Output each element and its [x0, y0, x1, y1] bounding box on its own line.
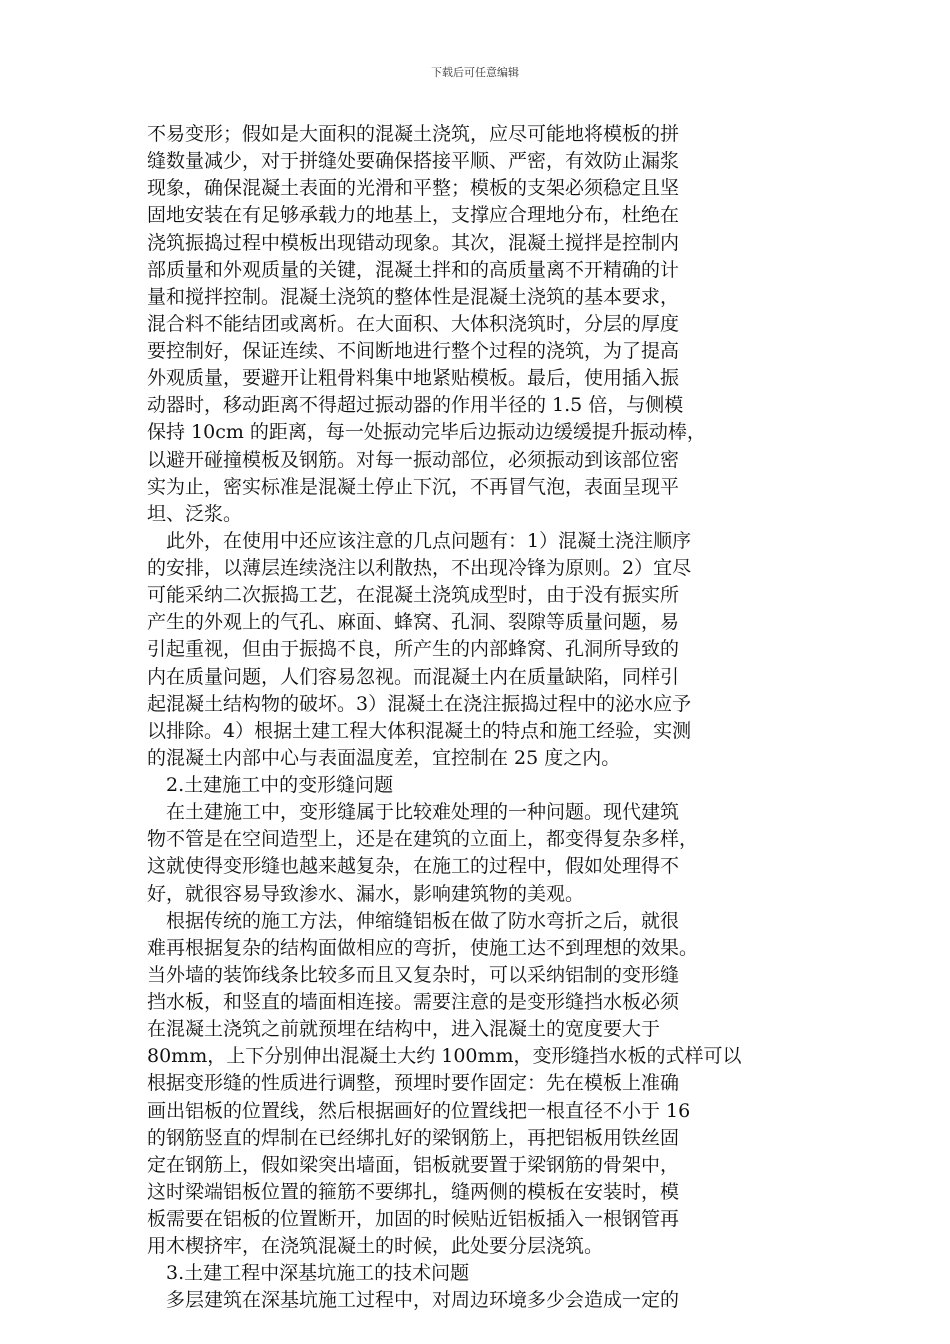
page-header: 下载后可任意编辑 — [431, 66, 519, 79]
text-line: 这时梁端铝板位置的箍筋不要绑扎，缝两侧的模板在安装时，模 — [147, 1180, 680, 1203]
text-line: 画出铝板的位置线，然后根据画好的位置线把一根直径不小于 16 — [147, 1099, 691, 1122]
paragraph-start: 多层建筑在深基坑施工过程中，对周边环境多少会造成一定的 — [147, 1289, 680, 1312]
paragraph-start: 此外，在使用中还应该注意的几点问题有：1）混凝土浇注顺序 — [147, 529, 692, 552]
text-line: 当外墙的装饰线条比较多而且又复杂时，可以采纳铝制的变形缝 — [147, 963, 680, 986]
paragraph-start: 根据传统的施工方法，伸缩缝铝板在做了防水弯折之后，就很 — [147, 909, 680, 932]
text-line: 用木楔挤牢，在浇筑混凝土的时候，此处要分层浇筑。 — [147, 1235, 604, 1258]
text-line: 板需要在铝板的位置断开，加固的时候贴近铝板插入一根钢管再 — [147, 1208, 680, 1230]
text-line: 产生的外观上的气孔、麻面、蜂窝、孔洞、裂隙等质量问题，易 — [147, 611, 680, 634]
text-line: 物不管是在空间造型上，还是在建筑的立面上，都变得复杂多样， — [147, 828, 699, 851]
text-line: 混合料不能结团或离析。在大面积、大体积浇筑时，分层的厚度 — [147, 312, 680, 335]
text-line: 起混凝土结构物的破坏。3）混凝土在浇注振捣过程中的泌水应予 — [147, 692, 692, 715]
text-line: 在混凝土浇筑之前就预埋在结构中，进入混凝土的宽度要大于 — [147, 1018, 661, 1041]
text-line: 以排除。4）根据土建工程大体积混凝土的特点和施工经验，实测 — [147, 719, 692, 742]
text-line: 要控制好，保证连续、不间断地进行整个过程的浇筑，为了提高 — [147, 340, 680, 362]
text-line: 不易变形；假如是大面积的混凝土浇筑，应尽可能地将模板的拼 — [147, 123, 680, 145]
text-line: 的安排，以薄层连续浇注以利散热，不出现冷锋为原则。2）宜尽 — [147, 557, 692, 579]
text-line: 以避开碰撞模板及钢筋。对每一振动部位，必须振动到该部位密 — [147, 448, 680, 471]
document-body — [147, 121, 787, 1315]
text-line: 挡水板，和竖直的墙面相连接。需要注意的是变形缝挡水板必须 — [147, 991, 680, 1013]
text-line: 实为止，密实标准是混凝土停止下沉，不再冒气泡，表面呈现平 — [147, 475, 680, 498]
text-line: 引起重视，但由于振捣不良，所产生的内部蜂窝、孔洞所导致的 — [147, 638, 680, 661]
text-line: 根据变形缝的性质进行调整，预埋时要作固定：先在模板上准确 — [147, 1072, 680, 1095]
text-line: 量和搅拌控制。混凝土浇筑的整体性是混凝土浇筑的基本要求， — [147, 285, 680, 308]
text-line: 部质量和外观质量的关键，混凝土拌和的高质量离不开精确的计 — [147, 258, 680, 281]
text-line: 动器时，移动距离不得超过振动器的作用半径的 1.5 倍，与侧模 — [147, 394, 684, 417]
text-line: 好，就很容易导致渗水、漏水，影响建筑物的美观。 — [147, 882, 585, 905]
text-line: 这就使得变形缝也越来越复杂，在施工的过程中，假如处理得不 — [147, 855, 680, 878]
text-line: 现象，确保混凝土表面的光滑和平整；模板的支架必须稳定且坚 — [147, 177, 680, 200]
text-line: 坦、泛浆。 — [147, 502, 243, 525]
paragraph-start: 在土建施工中，变形缝属于比较难处理的一种问题。现代建筑 — [147, 801, 680, 824]
text-line: 缝数量减少，对于拼缝处要确保搭接平顺、严密，有效防止漏浆 — [147, 150, 680, 173]
text-line: 固地安装在有足够承载力的地基上，支撑应合理地分布，杜绝在 — [147, 204, 680, 227]
text-line: 的混凝土内部中心与表面温度差，宜控制在 25 度之内。 — [147, 746, 621, 769]
text-line: 可能采纳二次振捣工艺，在混凝土浇筑成型时，由于没有振实所 — [147, 584, 680, 607]
text-line: 内在质量问题，人们容易忽视。而混凝土内在质量缺陷，同样引 — [147, 665, 680, 688]
text-line: 外观质量，要避开让粗骨料集中地紧贴模板。最后，使用插入振 — [147, 367, 680, 390]
text-line: 80mm，上下分别伸出混凝土大约 100mm，变形缝挡水板的式样可以 — [147, 1045, 742, 1068]
text-line: 保持 10cm 的距离，每一处振动完毕后边振动边缓缓提升振动棒， — [147, 421, 706, 444]
text-line: 浇筑振捣过程中模板出现错动现象。其次，混凝土搅拌是控制内 — [147, 231, 680, 254]
text-line: 的钢筋竖直的焊制在已经绑扎好的梁钢筋上，再把铝板用铁丝固 — [147, 1126, 680, 1149]
text-line: 难再根据复杂的结构面做相应的弯折，使施工达不到理想的效果。 — [147, 936, 699, 959]
text-line: 定在钢筋上，假如梁突出墙面，铝板就要置于梁钢筋的骨架中， — [147, 1153, 680, 1176]
section-heading: 2.土建施工中的变形缝问题 — [147, 774, 394, 796]
section-heading: 3.土建工程中深基坑施工的技术问题 — [147, 1262, 470, 1285]
